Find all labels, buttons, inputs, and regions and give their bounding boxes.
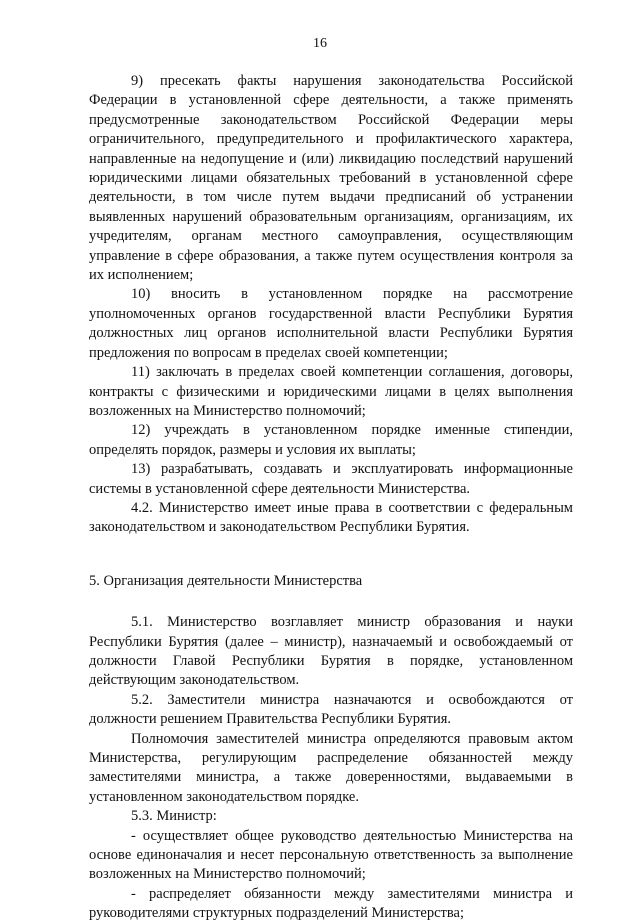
paragraph-5-2: 5.2. Заместители министра назначаются и освобождаются от должности решением Правительства Республики Бурятия. (89, 691, 573, 728)
paragraph-item-11: 11) заключать в пределах своей компетенции соглашения, договоры, контракты с физическими и юридическими лицами в целях выполнения возложенных на Министерство полномочий; (89, 364, 573, 419)
paragraph-item-10: 10) вносить в установленном порядке на рассмотрение уполномоченных органов государственной власти Республики Бурятия должностных лиц органов исполнительной власти Республики Бурятия предложения по вопросам в пределах своей компетенции; (89, 286, 573, 361)
paragraph-deputy-powers: Полномочия заместителей министра определяются правовым актом Министерства, регулирующим распределение обязанностей между заместителями министра, а также доверенностями, выдаваемыми в установленном законодательством порядке. (89, 730, 573, 805)
section-heading: 5. Организация деятельности Министерства (89, 572, 363, 589)
paragraph-minister-duty-1: - осуществляет общее руководство деятельностью Министерства на основе единоначалия и несет персональную ответственность за выполнение возложенных на Министерство полномочий; (89, 827, 573, 883)
paragraph-4-2: 4.2. Министерство имеет иные права в соответствии с федеральным законодательством и законодательством Республики Бурятия. (89, 499, 573, 536)
paragraph-5-3: 5.3. Министр: (131, 808, 217, 825)
paragraph-item-12: 12) учреждать в установленном порядке именные стипендии, определять порядок, размеры и условия их выплаты; (89, 422, 573, 458)
page-number: 16 (313, 36, 327, 51)
paragraph-item-9: 9) пресекать факты нарушения законодательства Российской Федерации в установленной сфере деятельности, а также применять предусмотренные законодательством Российской Федерации меры ограничительного, предупредительного и профилактического характера, направленные на недопущение и (или) ликвидацию последствий нарушений юридическими лицами обязательных требований в установленной сфере деятельности, в том числе путем выдачи предписаний об устранении выявленных нарушений образовательным организациям, организациям, их учредителям, органам местного самоуправления, осуществляющим управление в сфере образования, а также путем осуществления контроля за их исполнением; (89, 73, 573, 284)
paragraph-5-1: 5.1. Министерство возглавляет министр образования и науки Республики Бурятия (далее – министр), назначаемый и освобождаемый от должности Главой Республики Бурятия в порядке, установленном действующим законодательством. (89, 614, 573, 689)
paragraph-item-13: 13) разрабатывать, создавать и эксплуатировать информационные системы в установленной сфере деятельности Министерства. (89, 461, 573, 497)
paragraph-minister-duty-2: - распределяет обязанности между заместителями министра и руководителями структурных подразделений Министерства; (89, 885, 573, 922)
document-body (89, 72, 573, 924)
